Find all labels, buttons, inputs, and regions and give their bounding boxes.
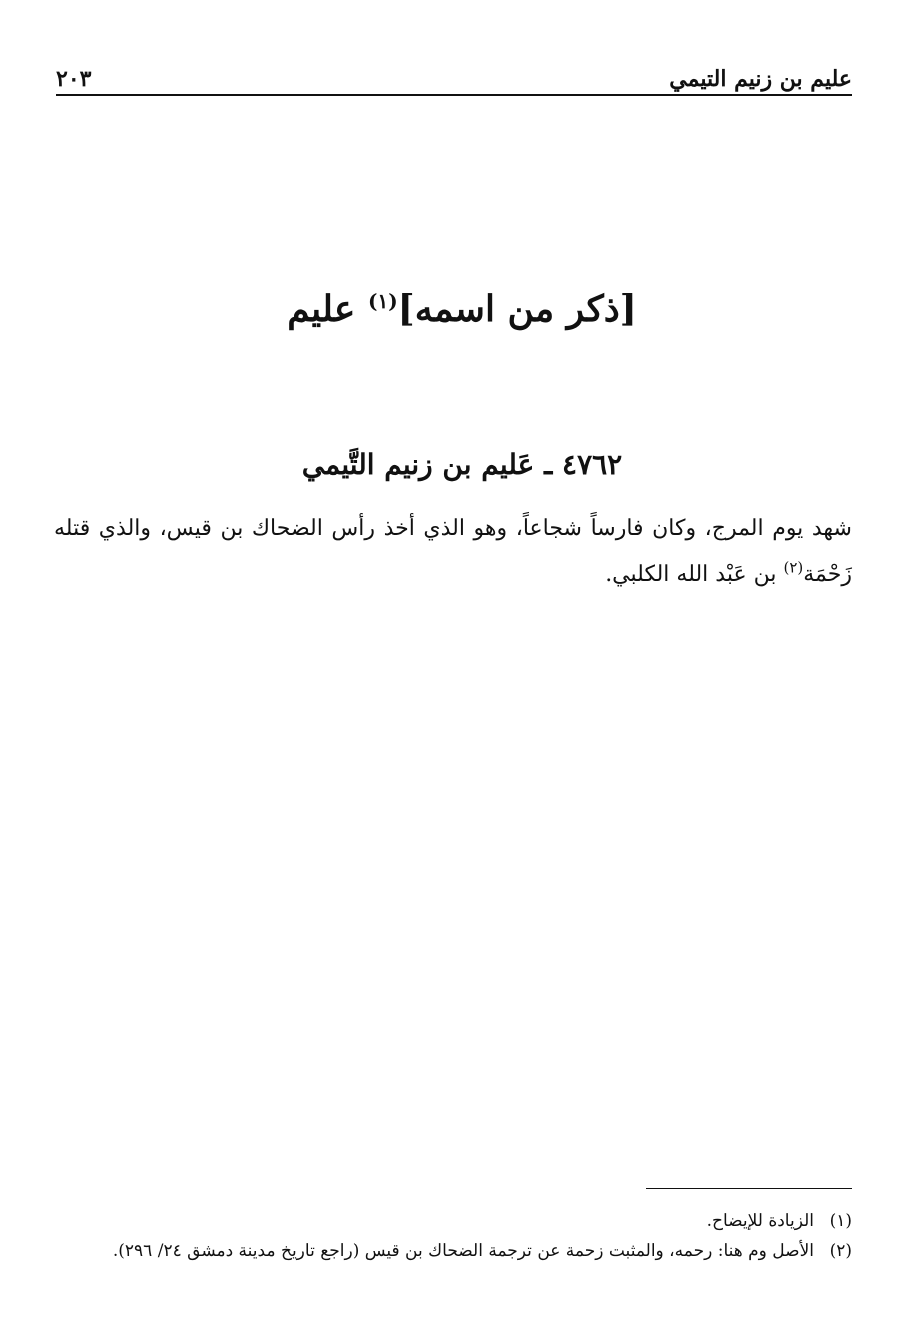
chapter-title — [0, 288, 924, 331]
footnote-item — [56, 1236, 852, 1266]
entry-body — [54, 506, 852, 598]
chapter-title-text: [ذكر من اسمه] — [397, 288, 637, 330]
footnote-number: (٢) — [829, 1241, 852, 1261]
footnote-reference-1: (١) — [367, 289, 398, 313]
running-header — [56, 58, 852, 92]
footnote-item — [56, 1206, 852, 1236]
header-rule — [56, 94, 852, 96]
footnote-separator — [646, 1188, 852, 1189]
chapter-title-name: عليم — [287, 288, 356, 330]
footnote-text: الأصل وم هنا: رحمه، والمثبت زحمة عن ترجمة الضحاك بن قيس (راجع تاريخ مدينة دمشق ٢٤/ ٢٩٦). — [112, 1241, 814, 1261]
footnote-number: (١) — [829, 1211, 852, 1231]
entry-heading: ٤٧٦٢ ـ عَليم بن زنيم التَّيمي — [301, 448, 623, 481]
entry-body-text-continued: بن عَبْد الله الكلبي. — [605, 562, 784, 587]
running-title: عليم بن زنيم التيمي — [669, 66, 852, 92]
footnote-text: الزيادة للإيضاح. — [706, 1211, 814, 1231]
page-number: ٢٠٣ — [56, 66, 92, 92]
footnote-reference-2: (٢) — [783, 558, 804, 577]
entry-body-text: شهد يوم المرج، وكان فارساً شجاعاً، وهو الذي أخذ رأس الضحاك بن قيس، والذي قتله زَحْمَة — [54, 516, 852, 587]
footnotes — [56, 1206, 852, 1266]
